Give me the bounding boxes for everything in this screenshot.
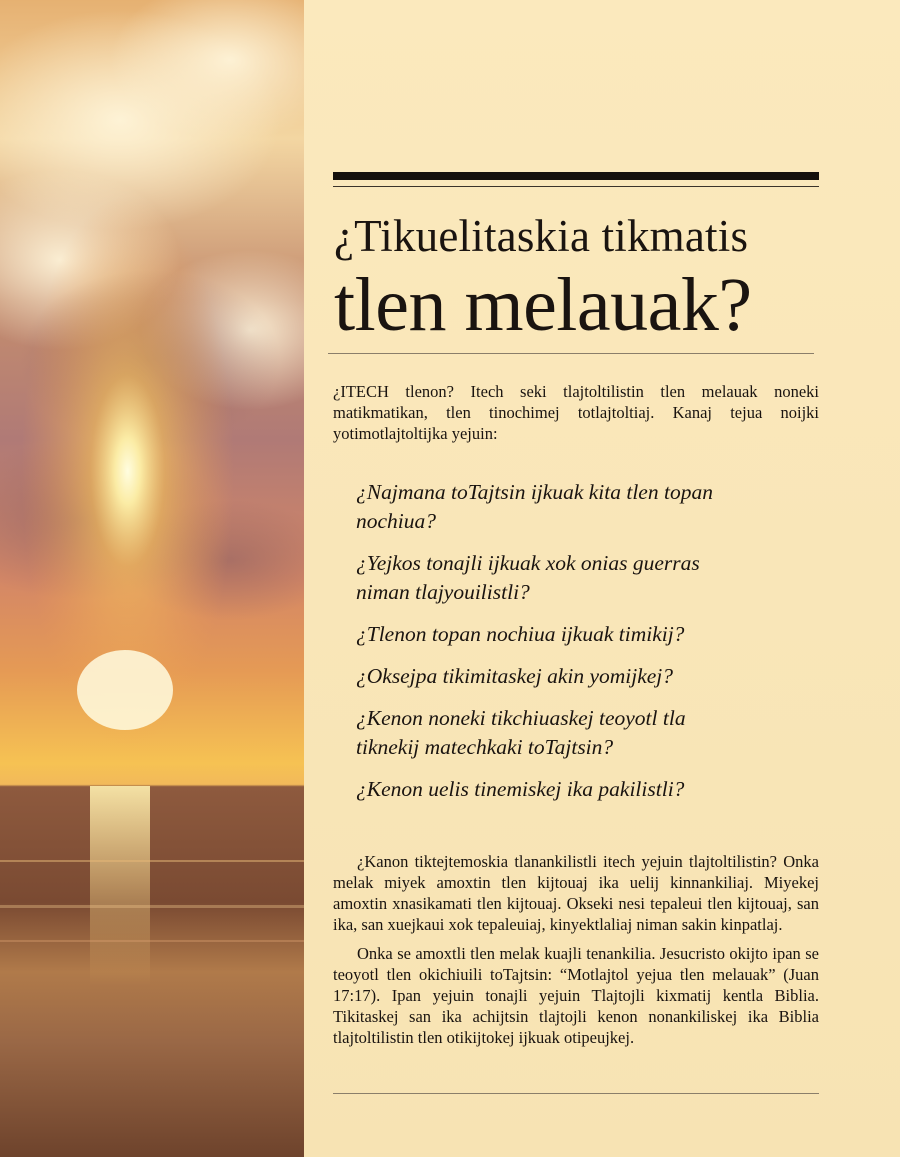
question-line: ¿Yejkos tonajli ijkuak xok onias guerras — [356, 551, 700, 575]
sunset-photo — [0, 0, 304, 1157]
body-text — [333, 851, 819, 1056]
body-paragraph: Onka se amoxtli tlen melak kuajli tenankilia. Jesucristo okijto ipan se teoyotl tlen okichiuili toTajtsin: “Motlajtol yejua tlen melauak” (Juan 17:17). Ipan yejuin tonajli yejuin Tlajtojli kixmatij kentla Biblia. Tikitaskej san ika achijtsin tlajtojli kenon nonankiliskej ika Biblia tlajtoltilistin tlen otikijtokej ijkuak otipeujkej. — [333, 944, 819, 1047]
question-item — [356, 775, 796, 804]
question-line: ¿Tlenon topan nochiua ijkuak timikij? — [356, 622, 685, 646]
question-item — [356, 549, 796, 607]
question-item — [356, 478, 796, 536]
header-rule-thick — [333, 172, 819, 180]
body-paragraph: ¿Kanon tiktejtemoskia tlanankilistli itech yejuin tlajtoltilistin? Onka melak miyek amoxtin tlen kijtouaj ika uelij kinnankiliaj. Miyekej amoxtin xnasikamati tlen kijtouaj. Okseki nesi tepaleui tlen kijtouaj, san ika, san xuejkaui xok tepaleuiaj, kinyektlaliaj niman sakin kinpatlaj. — [333, 852, 819, 934]
question-list — [356, 478, 796, 817]
title-divider — [328, 353, 814, 354]
question-item — [356, 662, 796, 691]
title-line-2: tlen melauak? — [334, 263, 752, 347]
footer-rule — [333, 1093, 819, 1094]
question-item — [356, 620, 796, 649]
intro-paragraph: ¿ITECH tlenon? Itech seki tlajtoltilistin tlen melauak noneki matikmatikan, tlen tinochimej totlajtoltiaj. Kanaj tejua noijki yotimotlajtoltijka yejuin: — [333, 382, 819, 443]
question-line: ¿Kenon noneki tikchiuaskej teoyotl tla — [356, 706, 686, 730]
header-rule-thin — [333, 186, 819, 187]
question-item — [356, 704, 796, 762]
title-line-1: ¿Tikuelitaskia tikmatis — [334, 211, 749, 261]
question-line: ¿Najmana toTajtsin ijkuak kita tlen topan — [356, 480, 713, 504]
question-line: nochiua? — [356, 509, 437, 533]
question-line: tiknekij matechkaki toTajtsin? — [356, 735, 614, 759]
question-line: niman tlajyouilistli? — [356, 580, 530, 604]
question-line: ¿Kenon uelis tinemiskej ika pakilistli? — [356, 777, 685, 801]
question-line: ¿Oksejpa tikimitaskej akin yomijkej? — [356, 664, 674, 688]
